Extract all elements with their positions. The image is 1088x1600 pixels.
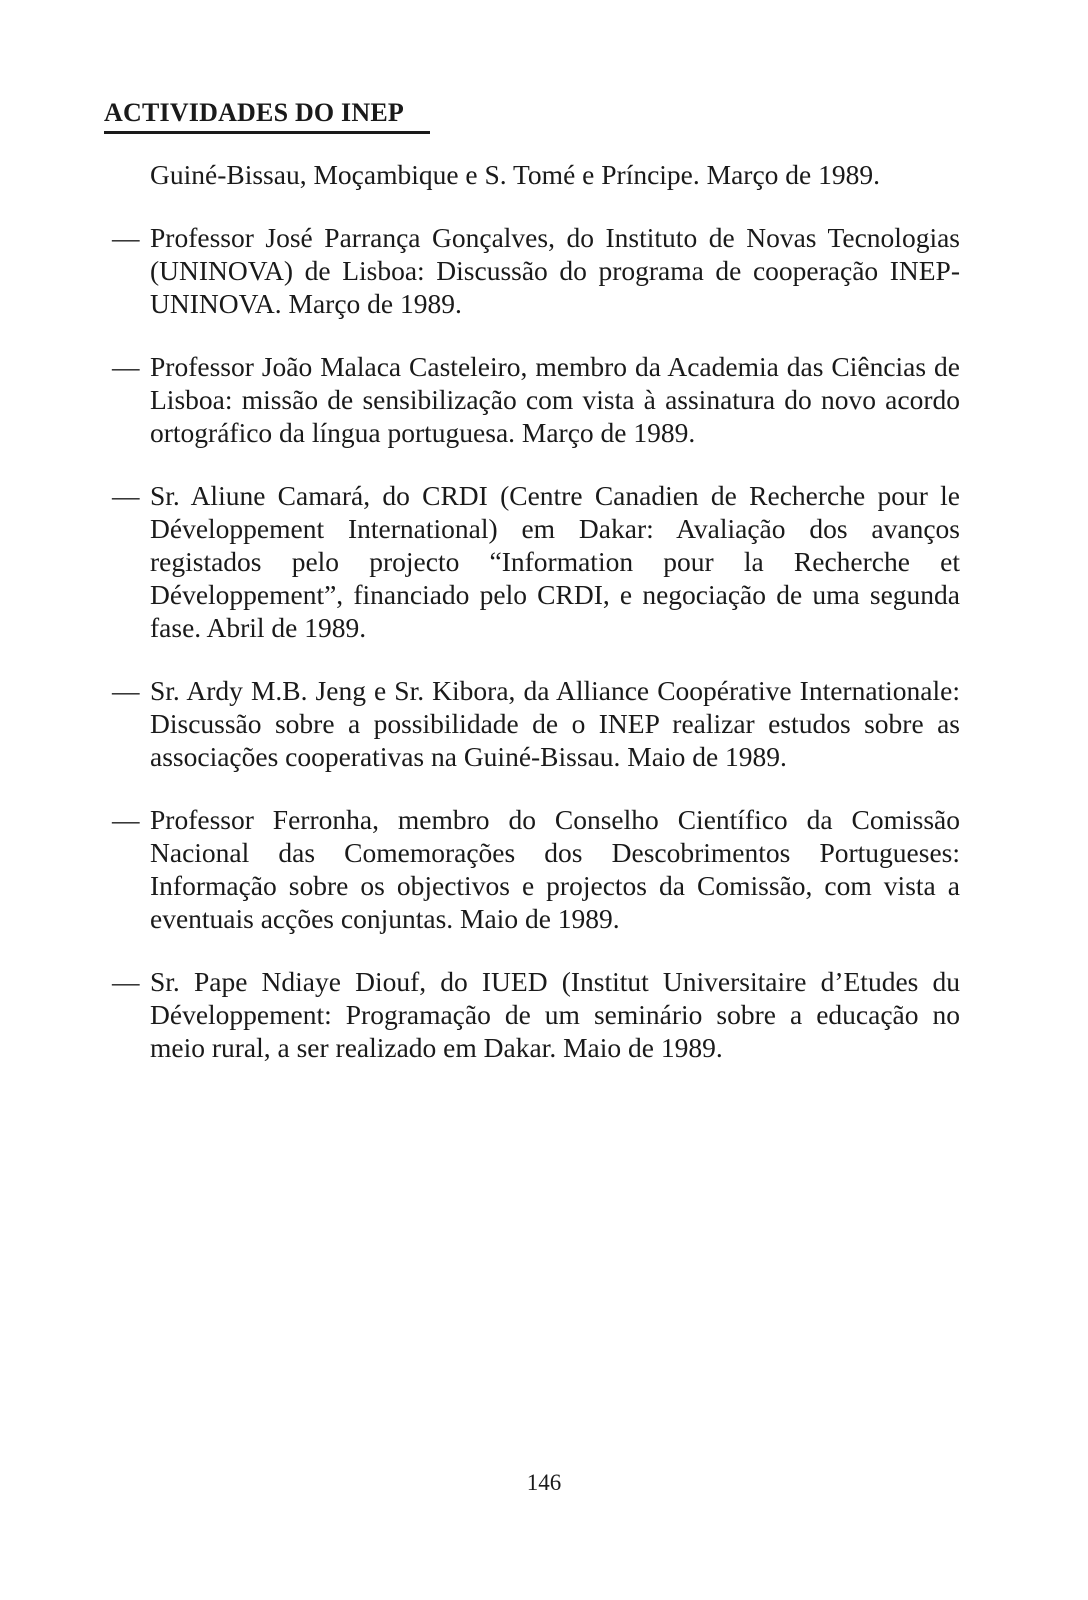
entry-text: Sr. Ardy M.B. Jeng e Sr. Kibora, da Alliance Coopérative Internationale: Discussão sobre a possibilidade de o INEP realizar estudos sobre as associações cooperativas na Guiné-Bissau. Maio de 1989. — [150, 675, 960, 772]
entry-text: Professor Ferronha, membro do Conselho Científico da Comissão Nacional das Comemorações dos Descobrimentos Portugueses: Informação sobre os objectivos e projectos da Comissão, com vista a eventuais acções conjuntas. Maio de 1989. — [150, 804, 960, 934]
continuation-paragraph: Guiné-Bissau, Moçambique e S. Tomé e Príncipe. Março de 1989. — [150, 159, 880, 190]
entry-text: Sr. Aliune Camará, do CRDI (Centre Canadien de Recherche pour le Développement International) em Dakar: Avaliação dos avanços registados pelo projecto “Information pour la Recherche et Développement”, financiado pelo CRDI, e negociação de uma segunda fase. Abril de 1989. — [150, 480, 960, 643]
section-title: ACTIVIDADES DO INEP — [104, 98, 404, 127]
entry-paragraph — [112, 221, 960, 320]
entry-paragraph — [112, 965, 960, 1064]
em-dash: — — [112, 966, 140, 997]
em-dash: — — [112, 480, 140, 511]
entry-text: Professor João Malaca Casteleiro, membro da Academia das Ciências de Lisboa: missão de sensibilização com vista à assinatura do novo acordo ortográfico da língua portuguesa. Março de 1989. — [150, 351, 960, 448]
em-dash: — — [112, 675, 140, 706]
body-text — [112, 158, 960, 1094]
entry-text: Professor José Parrança Gonçalves, do Instituto de Novas Tecnologias (UNINOVA) de Lisboa: Discussão do programa de cooperação INEP-UNINOVA. Março de 1989. — [150, 222, 960, 319]
entry-paragraph — [112, 674, 960, 773]
em-dash: — — [112, 804, 140, 835]
entry-paragraph — [112, 803, 960, 935]
entry-text: Sr. Pape Ndiaye Diouf, do IUED (Institut Universitaire d’Etudes du Développement: Programação de um seminário sobre a educação no meio rural, a ser realizado em Dakar. Maio de 1989. — [150, 966, 960, 1063]
em-dash: — — [112, 222, 140, 253]
entry-paragraph — [112, 479, 960, 644]
page-number: 146 — [526, 1470, 562, 1495]
running-header — [104, 98, 430, 134]
entry-paragraph — [112, 350, 960, 449]
em-dash: — — [112, 351, 140, 382]
